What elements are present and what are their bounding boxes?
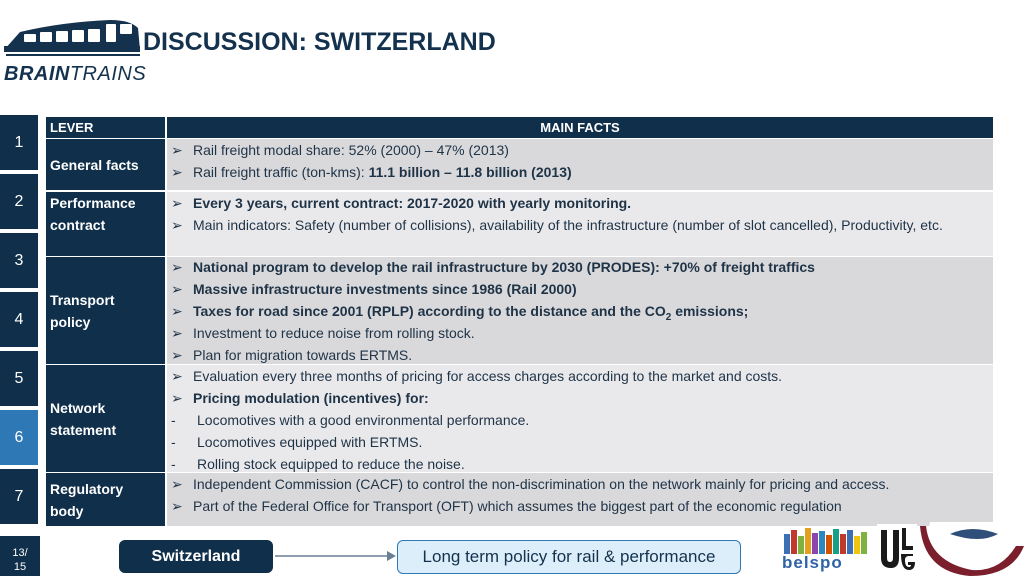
logo-text-bold: BRAIN [4, 63, 70, 85]
country-button[interactable]: Switzerland [119, 540, 273, 573]
facts-cell [167, 257, 993, 364]
university-crest-icon [920, 522, 1024, 576]
table-row [46, 257, 993, 364]
fact-line: ➢ Every 3 years, current contract: 2017-2020 with yearly monitoring. [171, 192, 631, 214]
dash-bullet: - [171, 456, 176, 472]
ulg-logo-icon [877, 524, 917, 574]
lever-label: General facts [46, 139, 165, 190]
arrow-bullet-icon: ➢ [171, 259, 183, 275]
page-current: 13/ [12, 547, 28, 559]
lever-label: Performance contract [46, 192, 165, 256]
page-total: 15 [13, 561, 27, 573]
arrow-right-icon [275, 548, 397, 564]
arrow-bullet-icon: ➢ [171, 164, 183, 180]
belspo-logo-icon [784, 528, 872, 554]
nav-item-2[interactable]: 2 [0, 174, 38, 231]
fact-line: - Rolling stock equipped to reduce the noise. [171, 453, 465, 475]
fact-line: ➢ Investment to reduce noise from rolling stock. [171, 322, 475, 344]
arrow-bullet-icon: ➢ [171, 498, 183, 514]
nav-item-5[interactable]: 5 [0, 351, 38, 408]
table-row [46, 139, 993, 190]
nav-item-4[interactable]: 4 [0, 292, 38, 349]
fact-line: ➢ Rail freight traffic (ton-kms): 11.1 billion – 11.8 billion (2013) [171, 161, 572, 183]
fact-line: ➢ Pricing modulation (incentives) for: [171, 387, 429, 409]
table-row [46, 192, 993, 256]
facts-cell [167, 192, 993, 256]
fact-line: - Locomotives equipped with ERTMS. [171, 431, 422, 453]
arrow-bullet-icon: ➢ [171, 476, 183, 492]
dash-bullet: - [171, 434, 176, 450]
fact-line: ➢ National program to develop the rail infrastructure by 2030 (PRODES): +70% of freight traffics [171, 256, 815, 278]
header-lever: LEVER [46, 117, 165, 138]
fact-line: ➢ Plan for migration towards ERTMS. [171, 344, 412, 366]
arrow-bullet-icon: ➢ [171, 142, 183, 158]
nav-item-7[interactable]: 7 [0, 469, 38, 526]
fact-line: ➢ Main indicators: Safety (number of collisions), availability of the infrastructure (number of slot cancelled), Productivity, etc. [171, 214, 989, 236]
facts-cell [167, 473, 993, 526]
fact-line: ➢ Independent Commission (CACF) to control the non-discrimination on the network mainly for pricing and access. [171, 473, 889, 495]
arrow-bullet-icon: ➢ [171, 368, 183, 384]
dash-bullet: - [171, 412, 176, 428]
belspo-text: belspo [782, 553, 843, 572]
logo-text-thin: TRAINS [69, 63, 147, 85]
train-icon [2, 10, 142, 62]
nav-item-1[interactable]: 1 [0, 115, 38, 172]
partner-logos [780, 522, 1024, 576]
header-main-facts: MAIN FACTS [167, 117, 993, 138]
page-number [0, 536, 40, 576]
fact-line: - Locomotives with a good environmental performance. [171, 409, 529, 431]
facts-cell [167, 139, 993, 190]
facts-cell [167, 365, 993, 472]
fact-line: ➢ Taxes for road since 2001 (RPLP) according to the distance and the $CO_2$ emissions; [171, 300, 748, 329]
lever-label: Network statement [46, 365, 165, 472]
page-title: DISCUSSION: SWITZERLAND [143, 28, 496, 56]
arrow-bullet-icon: ➢ [171, 347, 183, 363]
arrow-bullet-icon: ➢ [171, 195, 183, 211]
table-header [46, 117, 993, 138]
lever-label: Regulatory body [46, 473, 165, 526]
brain-trains-logo [2, 10, 147, 85]
arrow-bullet-icon: ➢ [171, 217, 183, 233]
lever-label: Transport policy [46, 257, 165, 364]
fact-line: ➢ Part of the Federal Office for Transport (OFT) which assumes the biggest part of the economic regulation [171, 495, 842, 517]
fact-line: ➢ Massive infrastructure investments since 1986 (Rail 2000) [171, 278, 577, 300]
arrow-bullet-icon: ➢ [171, 303, 183, 319]
conclusion-button[interactable]: Long term policy for rail & performance [397, 540, 741, 574]
nav-item-6[interactable]: 6 [0, 410, 38, 467]
table-row [46, 473, 993, 526]
nav-item-3[interactable]: 3 [0, 233, 38, 290]
fact-line: ➢ Rail freight modal share: 52% (2000) – 47% (2013) [171, 139, 509, 161]
table-row [46, 365, 993, 472]
fact-line: ➢ Evaluation every three months of pricing for access charges according to the market and costs. [171, 365, 782, 387]
arrow-bullet-icon: ➢ [171, 325, 183, 341]
arrow-bullet-icon: ➢ [171, 390, 183, 406]
arrow-bullet-icon: ➢ [171, 281, 183, 297]
